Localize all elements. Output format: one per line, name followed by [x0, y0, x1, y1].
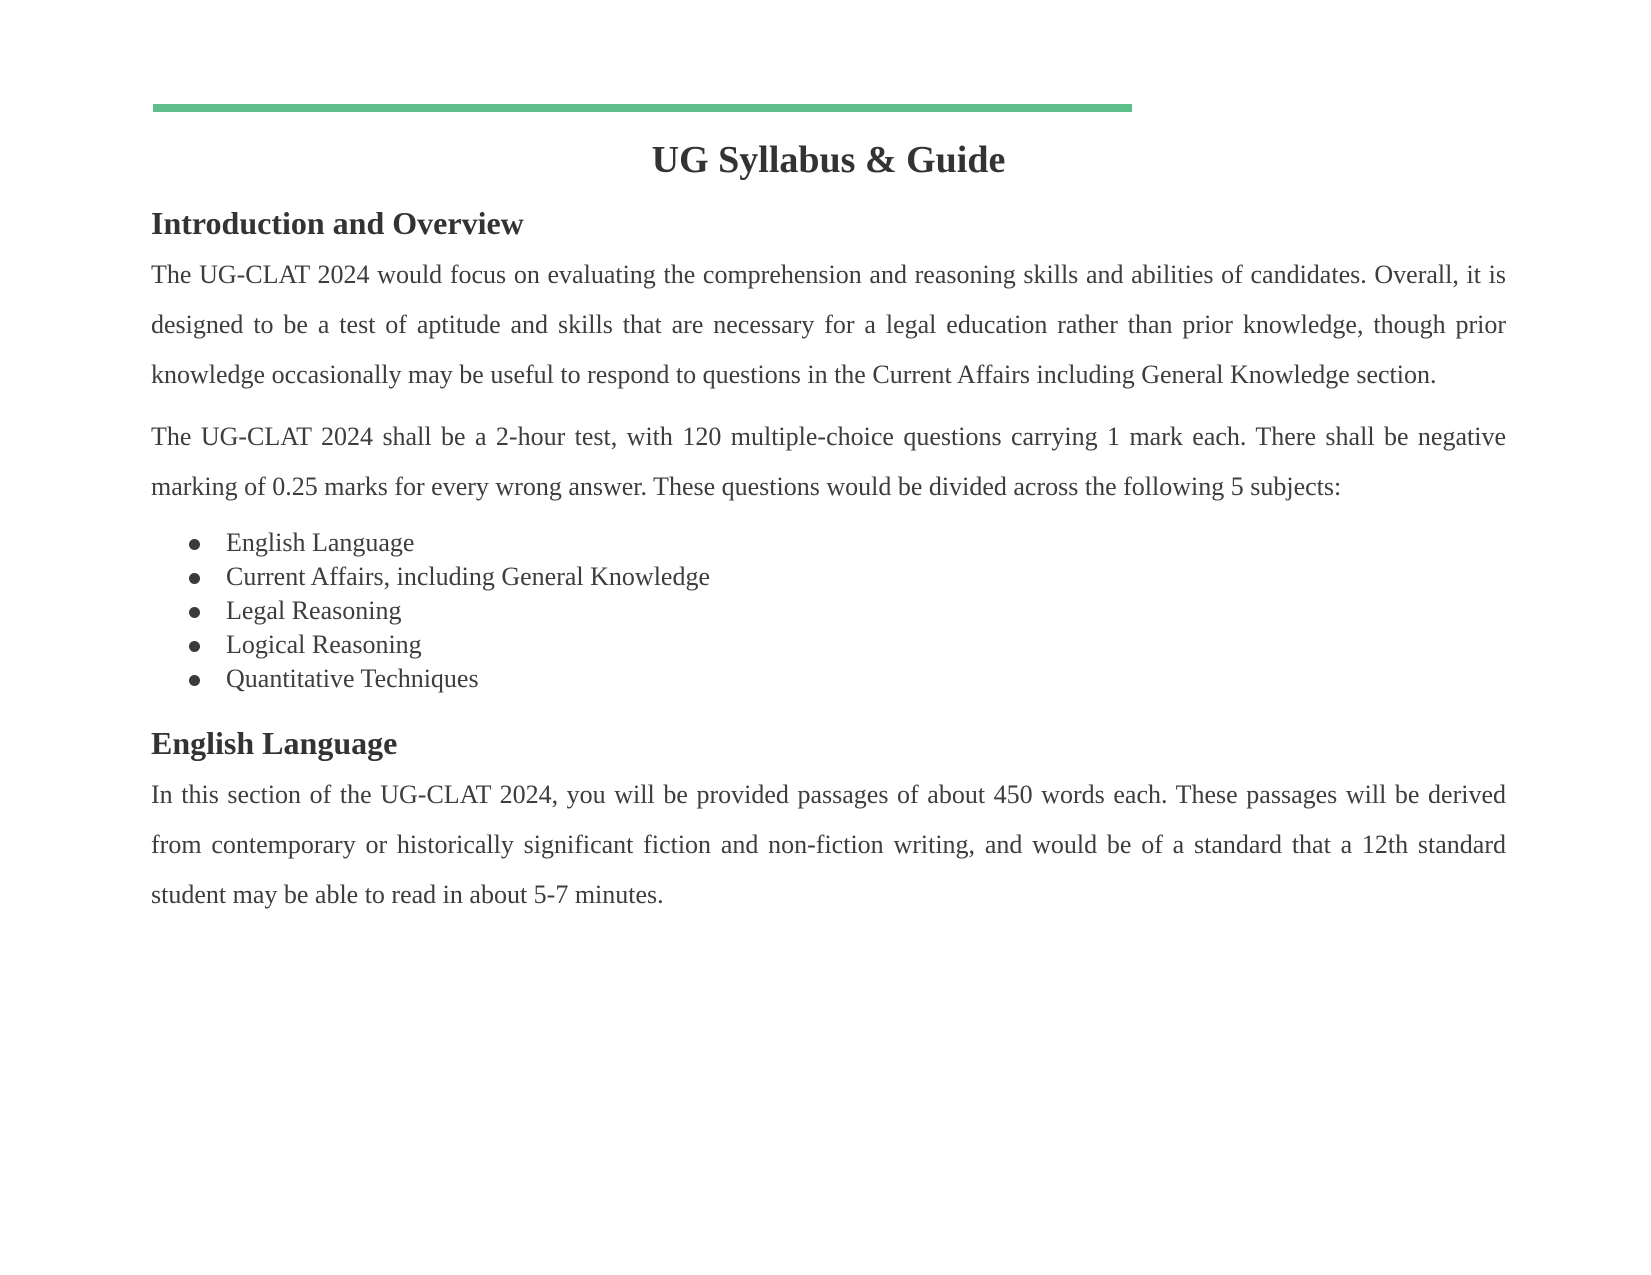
intro-paragraph-1: The UG-CLAT 2024 would focus on evaluating the comprehension and reasoning skills and abilities of candidates. Overall, it is designed to be a test of aptitude and skills that are necessary for a legal education rather than prior knowledge, though prior knowledge occasionally may be useful to respond to questions in the Current Affairs including General Knowledge section. — [151, 260, 1506, 389]
bullet-icon — [189, 539, 200, 550]
list-item — [189, 662, 1506, 696]
list-item-text: Current Affairs, including General Knowledge — [226, 562, 710, 591]
document-body — [151, 134, 1506, 920]
list-item-text: English Language — [226, 528, 415, 557]
english-paragraph-1: In this section of the UG-CLAT 2024, you will be provided passages of about 450 words each. These passages will be derived from contemporary or historically significant fiction and non-fiction writing, and would be of a standard that a 12th standard student may be able to read in about 5-7 minutes. — [151, 780, 1506, 909]
bullet-icon — [189, 675, 200, 686]
page-title: UG Syllabus & Guide — [651, 139, 1006, 181]
section-heading-introduction: Introduction and Overview — [151, 205, 524, 241]
list-item-text: Legal Reasoning — [226, 596, 402, 625]
list-item-text: Logical Reasoning — [226, 630, 422, 659]
intro-paragraph-2: The UG-CLAT 2024 shall be a 2-hour test, with 120 multiple-choice questions carrying 1 mark each. There shall be negative marking of 0.25 marks for every wrong answer. These questions would be divided across the following 5 subjects: — [151, 422, 1506, 501]
bullet-icon — [189, 641, 200, 652]
section-heading-english-language: English Language — [151, 725, 398, 761]
list-item — [189, 560, 1506, 594]
bullet-icon — [189, 573, 200, 584]
subjects-list — [151, 526, 1506, 696]
list-item — [189, 628, 1506, 662]
header-accent-bar — [153, 104, 1132, 112]
list-item-text: Quantitative Techniques — [226, 664, 479, 693]
list-item — [189, 526, 1506, 560]
bullet-icon — [189, 607, 200, 618]
list-item — [189, 594, 1506, 628]
